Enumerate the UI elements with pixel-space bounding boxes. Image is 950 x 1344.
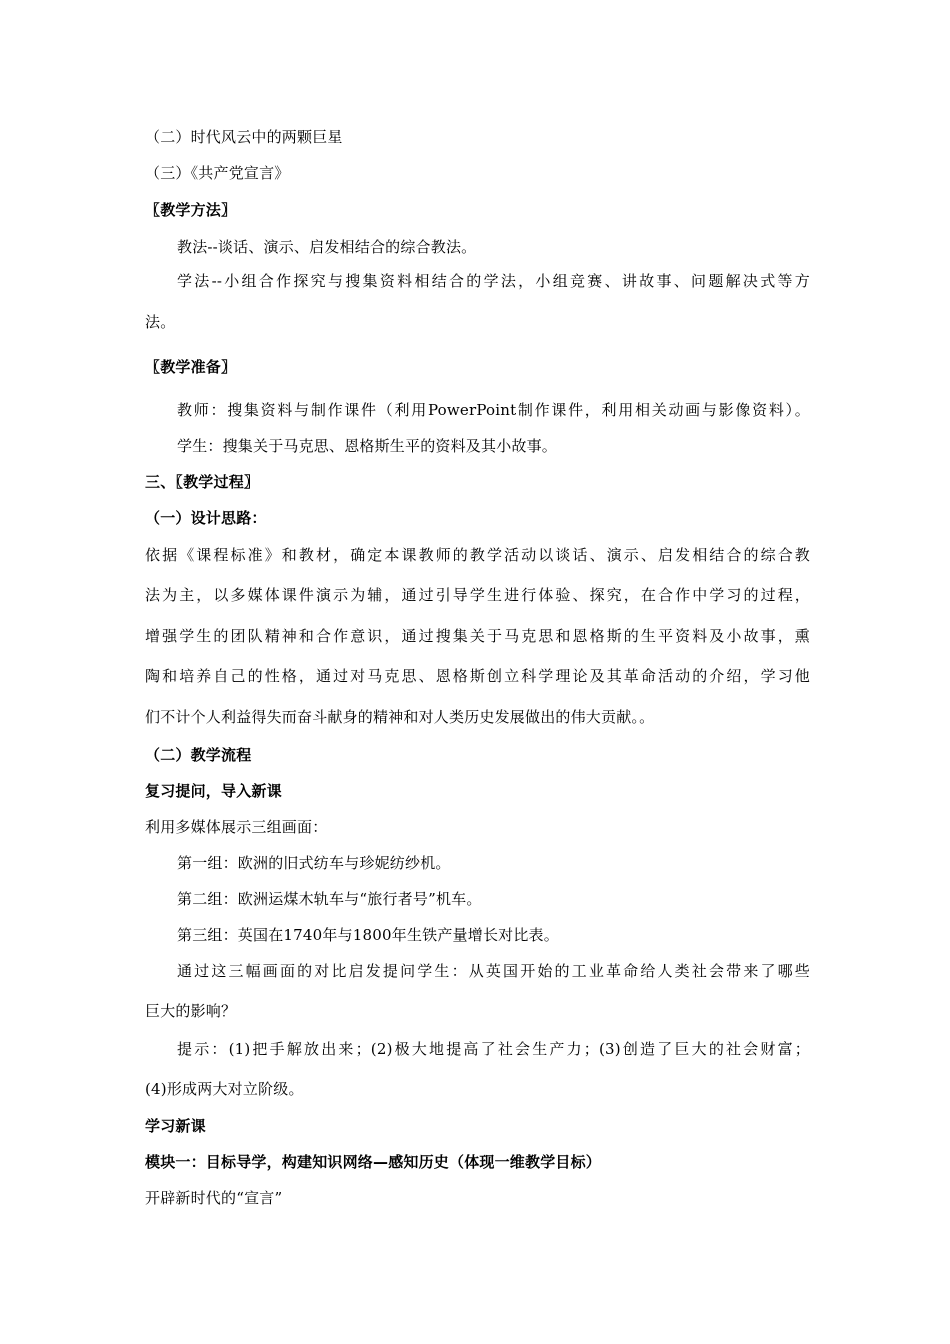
subheading-design-ideas: （一）设计思路：: [145, 509, 267, 527]
paragraph-design-line-3: 增强学生的团队精神和合作意识，通过搜集关于马克思和恩格斯的生平资料及小故事，熏: [145, 627, 810, 645]
paragraph-multimedia-intro: 利用多媒体展示三组画面：: [145, 818, 328, 836]
paragraph-new-era-declaration: 开辟新时代的“宣言”: [145, 1189, 283, 1207]
paragraph-teaching-method: 教法--谈话、演示、启发相结合的综合教法。: [177, 238, 477, 256]
subheading-teaching-flow: （二）教学流程: [145, 746, 252, 764]
section-heading-teaching-methods: 〖教学方法〗: [145, 201, 237, 219]
list-item-group-1: 第一组：欧洲的旧式纺车与珍妮纺纱机。: [177, 854, 451, 872]
paragraph-design-line-1: 依据《课程标准》和教材，确定本课教师的教学活动以谈话、演示、启发相结合的综合教: [145, 546, 810, 564]
subheading-new-lesson: 学习新课: [145, 1117, 206, 1135]
paragraph-learning-method-cont: 法。: [145, 313, 176, 331]
paragraph-hint-line-1: 提示：(1)把手解放出来；(2)极大地提高了社会生产力；(3)创造了巨大的社会财富；: [177, 1040, 810, 1058]
paragraph-question-line-1: 通过这三幅画面的对比启发提问学生：从英国开始的工业革命给人类社会带来了哪些: [177, 962, 810, 980]
list-item-group-3: 第三组：英国在1740年与1800年生铁产量增长对比表。: [177, 926, 559, 944]
subheading-module-one: 模块一：目标导学，构建知识网络—感知历史（体现一维教学目标）: [145, 1153, 602, 1171]
paragraph-student-prep: 学生：搜集关于马克思、恩格斯生平的资料及其小故事。: [177, 437, 558, 455]
paragraph-design-line-5: 们不计个人利益得失而奋斗献身的精神和对人类历史发展做出的伟大贡献。。: [145, 708, 655, 726]
section-heading-preparation: 〖教学准备〗: [145, 358, 237, 376]
paragraph-teacher-prep: 教师：搜集资料与制作课件（利用PowerPoint制作课件，利用相关动画与影像资料）。: [177, 401, 810, 419]
paragraph-hint-line-2: (4)形成两大对立阶级。: [145, 1080, 304, 1098]
paragraph-design-line-4: 陶和培养自己的性格，通过对马克思、恩格斯创立科学理论及其革命活动的介绍，学习他: [145, 667, 810, 685]
outline-item-three: （三）《共产党宣言》: [145, 164, 290, 182]
list-item-group-2: 第二组：欧洲运煤木轨车与“旅行者号”机车。: [177, 890, 482, 908]
paragraph-learning-method: 学法--小组合作探究与搜集资料相结合的学法，小组竞赛、讲故事、问题解决式等方: [177, 272, 810, 290]
subheading-review-intro: 复习提问，导入新课: [145, 782, 282, 800]
paragraph-question-line-2: 巨大的影响？: [145, 1002, 237, 1020]
outline-item-two: （二）时代风云中的两颗巨星: [145, 128, 343, 146]
paragraph-design-line-2: 法为主，以多媒体课件演示为辅，通过引导学生进行体验、探究，在合作中学习的过程，: [145, 586, 810, 604]
section-heading-teaching-process: 三、〖教学过程〗: [145, 473, 260, 491]
